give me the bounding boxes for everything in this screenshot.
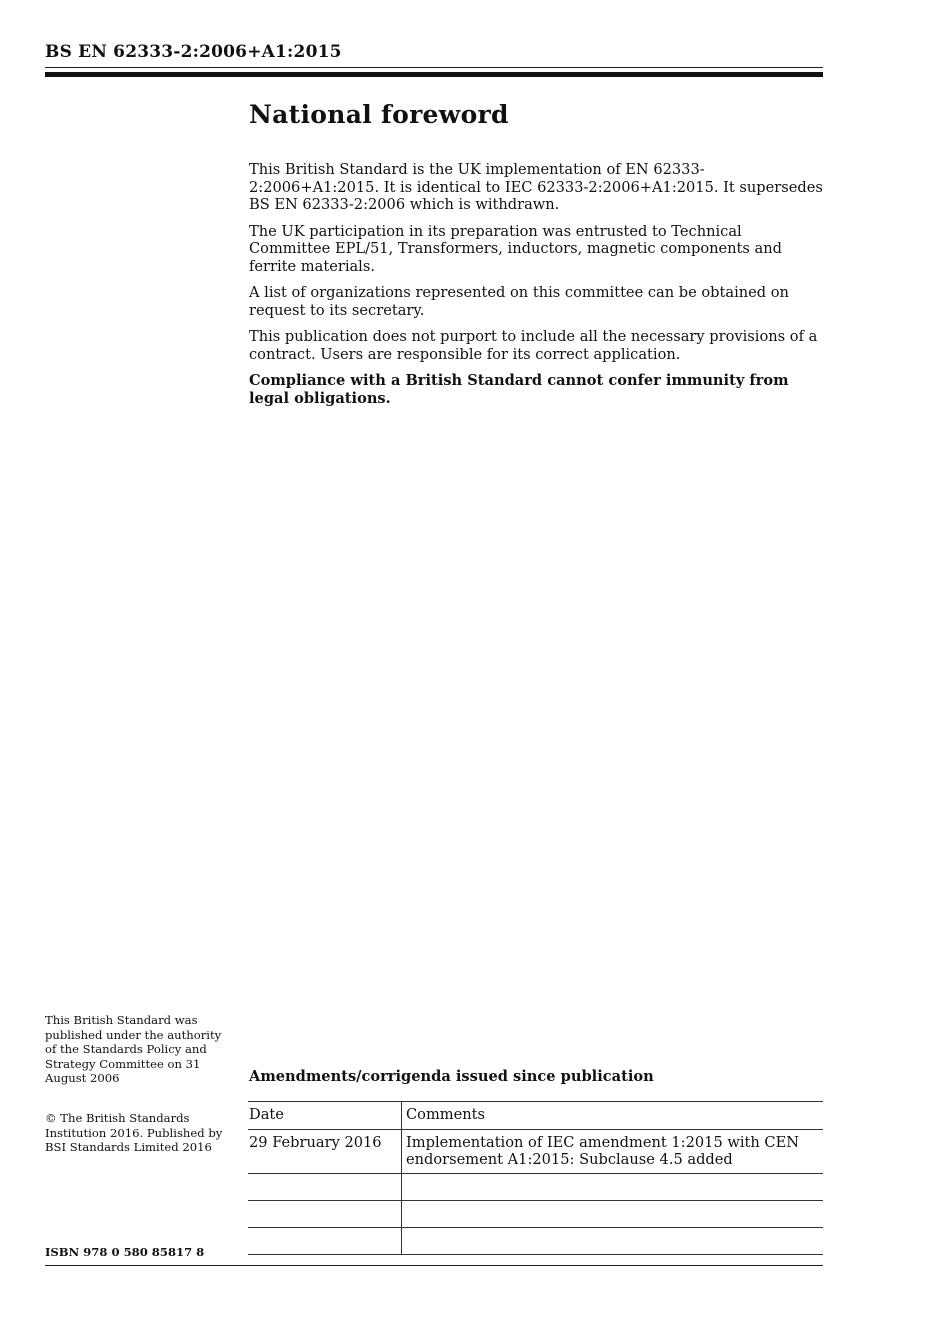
column-header-comments: Comments	[402, 1102, 824, 1130]
amendment-date	[248, 1228, 402, 1255]
paragraph-contract: This publication does not purport to include all the necessary provisions of a contract. Users are responsible for its correct application.	[249, 328, 818, 363]
amendment-date: 29 February 2016	[248, 1130, 402, 1174]
amendment-comment: Implementation of IEC amendment 1:2015 with CEN endorsement A1:2015: Subclause 4.5 added	[402, 1130, 824, 1174]
paragraph-committee: The UK participation in its preparation was entrusted to Technical Committee EPL/51, Transformers, inductors, magnetic components and ferrite materials.	[249, 222, 782, 275]
table-row	[248, 1174, 823, 1201]
amendment-date	[248, 1174, 402, 1201]
table-row	[248, 1228, 823, 1255]
amendments-title: Amendments/corrigenda issued since publication	[249, 1068, 654, 1085]
amendment-comment	[402, 1174, 824, 1201]
amendment-comment	[402, 1201, 824, 1228]
footer-rule	[45, 1265, 823, 1266]
copyright-note: © The British Standards Institution 2016. Published by BSI Standards Limited 2016	[45, 1111, 223, 1154]
amendments-table	[248, 1101, 823, 1255]
isbn: ISBN 978 0 580 85817 8	[45, 1245, 205, 1259]
header-rule-thick	[45, 72, 823, 77]
amendment-date	[248, 1201, 402, 1228]
publication-note: This British Standard was published under the authority of the Standards Policy and Strategy Committee on 31 August 2006	[45, 1013, 222, 1085]
compliance-note: Compliance with a British Standard cannot confer immunity from legal obligations.	[249, 372, 789, 407]
column-header-date: Date	[248, 1102, 402, 1130]
header-rule-thin	[45, 67, 823, 68]
table-row	[248, 1201, 823, 1228]
table-row	[248, 1130, 823, 1174]
document-id: BS EN 62333-2:2006+A1:2015	[45, 42, 342, 62]
foreword-body	[249, 100, 823, 416]
table-header-row	[248, 1102, 823, 1130]
amendment-comment	[402, 1228, 824, 1255]
paragraph-implementation: This British Standard is the UK implementation of EN 62333-2:2006+A1:2015. It is identical to IEC 62333-2:2006+A1:2015. It supersedes BS EN 62333-2:2006 which is withdrawn.	[249, 161, 823, 213]
page-title: National foreword	[249, 100, 509, 129]
paragraph-organizations: A list of organizations represented on this committee can be obtained on request to its secretary.	[249, 284, 789, 319]
